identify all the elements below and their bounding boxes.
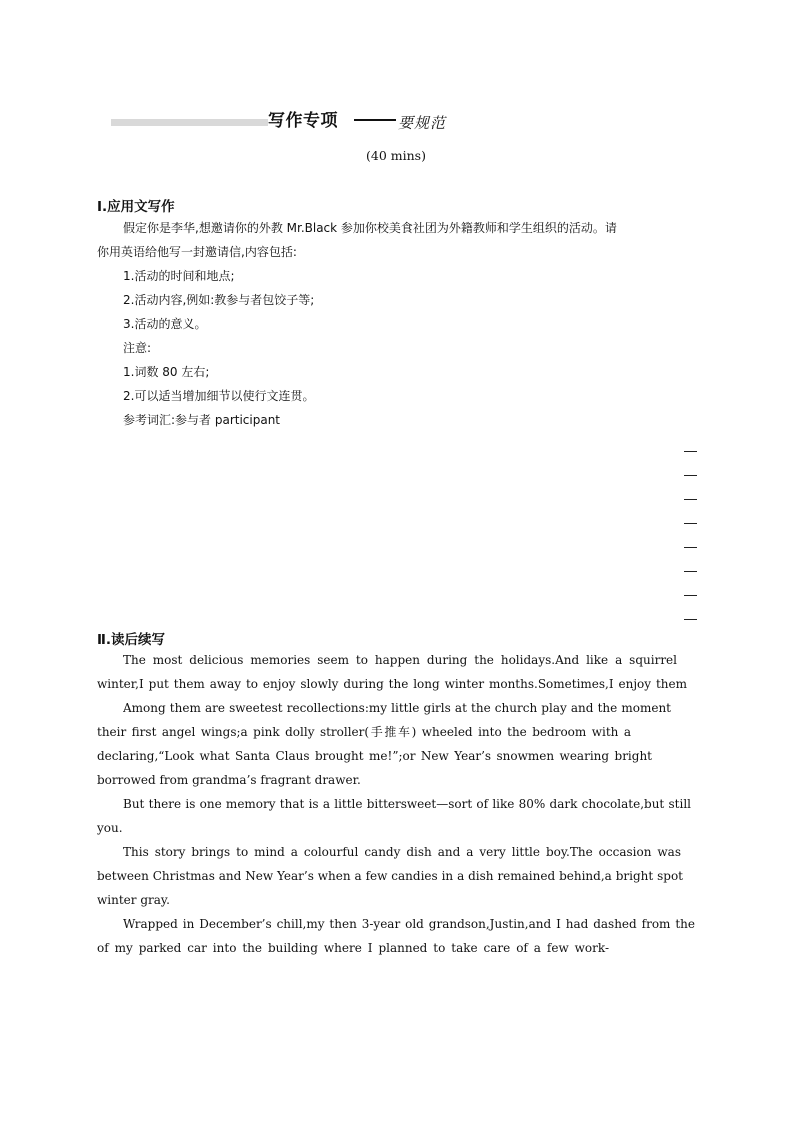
section-2-heading: Ⅱ.读后续写 <box>97 632 166 648</box>
page-title-sub: 要规范 <box>398 114 447 132</box>
passage-line: between Christmas and New Year’s when a few candies in a dish remained behind,a bright spot <box>97 869 683 883</box>
answer-line <box>684 595 697 596</box>
note-item: 1.词数 80 左右; <box>123 365 210 379</box>
note-label: 注意: <box>123 341 152 355</box>
time-limit: (40 mins) <box>366 148 426 163</box>
answer-line <box>684 571 697 572</box>
answer-line <box>684 523 697 524</box>
passage-line: borrowed from grandma’s fragrant drawer. <box>97 773 361 787</box>
requirement-item: 1.活动的时间和地点; <box>123 269 235 283</box>
prompt-line: 你用英语给他写一封邀请信,内容包括: <box>97 245 297 259</box>
passage-line: you. <box>97 821 123 835</box>
passage-line: Among them are sweetest recollections:my little girls at the church play and the moment <box>123 701 671 715</box>
passage-line: declaring,“Look what Santa Claus brought me!”;or New Year’s snowmen wearing bright <box>97 749 652 763</box>
passage-line: But there is one memory that is a little bittersweet—sort of like 80% dark chocolate,but still <box>123 797 691 811</box>
section-1-heading: Ⅰ.应用文写作 <box>97 199 175 215</box>
vocabulary-hint: 参考词汇:参与者 participant <box>123 413 281 427</box>
title-decoration-bar <box>111 119 268 126</box>
answer-lines <box>684 451 697 643</box>
passage-line: winter,I put them away to enjoy slowly during the long winter months.Sometimes,I enjoy them <box>97 677 687 691</box>
passage-line: Wrapped in December’s chill,my then 3-year old grandson,Justin,and I had dashed from the <box>123 917 695 931</box>
requirement-item: 2.活动内容,例如:教参与者包饺子等; <box>123 293 315 307</box>
answer-line <box>684 475 697 476</box>
passage-line: This story brings to mind a colourful candy dish and a very little boy.The occasion was <box>123 845 681 859</box>
passage-line: The most delicious memories seem to happen during the holidays.And like a squirrel <box>123 653 677 667</box>
note-item: 2.可以适当增加细节以使行文连贯。 <box>123 389 315 403</box>
passage-line: winter gray. <box>97 893 170 907</box>
answer-line <box>684 547 697 548</box>
answer-line <box>684 451 697 452</box>
title-dash <box>354 119 396 121</box>
answer-line <box>684 499 697 500</box>
page-title: 写作专项 <box>268 111 338 131</box>
passage-line: their first angel wings;a pink dolly stroller(手推车) wheeled into the bedroom with a <box>97 725 631 739</box>
answer-line <box>684 619 697 620</box>
passage-line: of my parked car into the building where I planned to take care of a few work- <box>97 941 609 955</box>
prompt-line: 假定你是李华,想邀请你的外教 Mr.Black 参加你校美食社团为外籍教师和学生组织的活动。请 <box>123 221 617 235</box>
requirement-item: 3.活动的意义。 <box>123 317 207 331</box>
